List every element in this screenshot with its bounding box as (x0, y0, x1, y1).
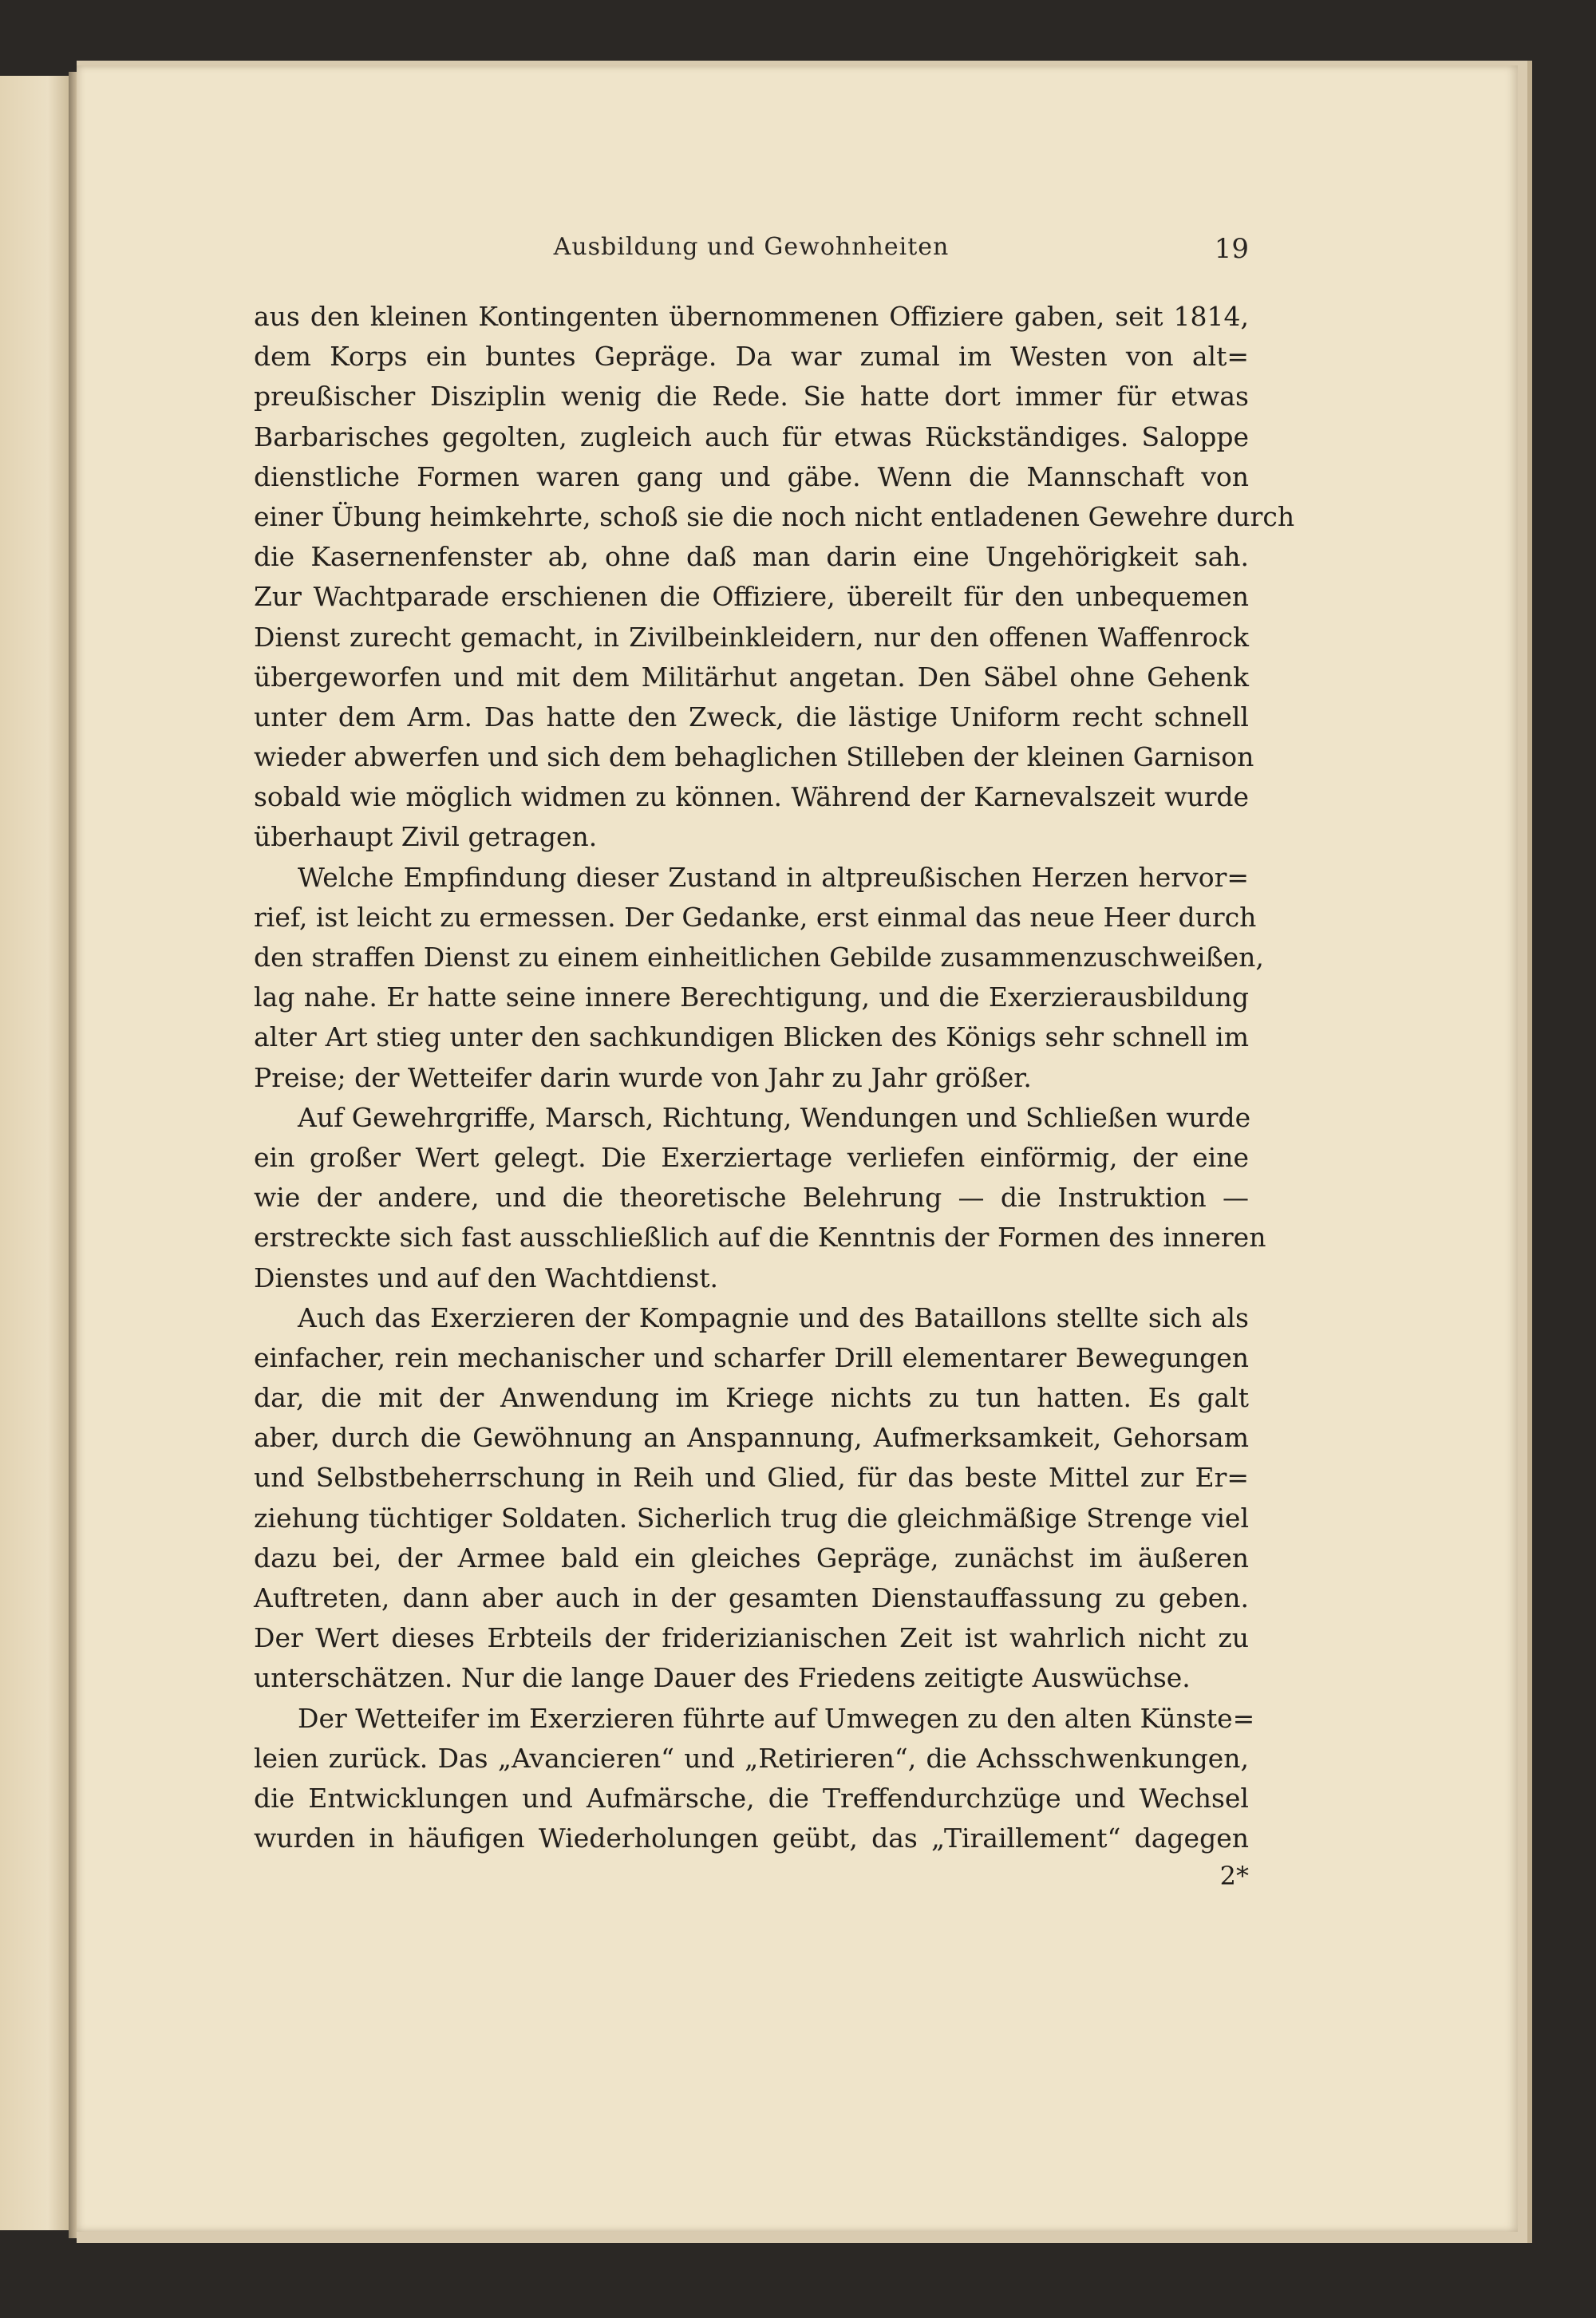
text-line: Auftreten, dann aber auch in der gesamten Dienstauffassung zu geben. (254, 1582, 1249, 1613)
text-line: Preise; der Wetteifer darin wurde von Jahr zu Jahr größer. (254, 1061, 1032, 1093)
printer-signature-mark: 2* (1219, 1861, 1249, 1891)
text-line: erstreckte sich fast ausschließlich auf die Kenntnis der Formen des inneren (254, 1222, 1266, 1254)
text-line: wurden in häufigen Wiederholungen geübt, das „Tiraillement“ dagegen (254, 1822, 1249, 1854)
text-line: unterschätzen. Nur die lange Dauer des Friedens zeitigte Auswüchse. (254, 1662, 1191, 1694)
book-gutter (69, 72, 77, 2238)
body-text (254, 297, 1295, 1858)
text-line: Zur Wachtparade erschienen die Offiziere, übereilt für den unbequemen (254, 581, 1249, 613)
text-line: Auf Gewehrgriffe, Marsch, Richtung, Wendungen und Schließen wurde (298, 1101, 1251, 1133)
text-line: ziehung tüchtiger Soldaten. Sicherlich trug die gleichmäßige Strenge viel (254, 1502, 1249, 1534)
text-line: preußischer Disziplin wenig die Rede. Sie hatte dort immer für etwas (254, 381, 1249, 413)
text-line: die Entwicklungen und Aufmärsche, die Treffendurchzüge und Wechsel (254, 1782, 1249, 1814)
text-line: Dienst zurecht gemacht, in Zivilbeinkleidern, nur den offenen Waffenrock (254, 621, 1249, 653)
text-line: dem Korps ein buntes Gepräge. Da war zumal im Westen von alt= (254, 341, 1249, 373)
text-line: übergeworfen und mit dem Militärhut angetan. Den Säbel ohne Gehenk (254, 661, 1249, 693)
text-line: Auch das Exerzieren der Kompagnie und des Bataillons stellte sich als (298, 1301, 1249, 1333)
text-line: aber, durch die Gewöhnung an Anspannung, Aufmerksamkeit, Gehorsam (254, 1422, 1249, 1454)
text-line: Welche Empfindung dieser Zustand in altpreußischen Herzen hervor= (298, 861, 1249, 893)
facing-page-edge (0, 76, 69, 2230)
text-line: überhaupt Zivil getragen. (254, 821, 598, 853)
text-line: die Kasernenfenster ab, ohne daß man darin eine Ungehörigkeit sah. (254, 541, 1249, 573)
text-line: den straffen Dienst zu einem einheitlichen Gebilde zusammenzuschweißen, (254, 942, 1264, 973)
running-head (254, 233, 1249, 273)
text-line: Der Wert dieses Erbteils der friderizianischen Zeit ist wahrlich nicht zu (254, 1622, 1249, 1654)
running-title: Ausbildung und Gewohnheiten (553, 233, 950, 261)
text-line: dienstliche Formen waren gang und gäbe. Wenn die Mannschaft von (254, 460, 1249, 492)
text-line: ein großer Wert gelegt. Die Exerziertage verliefen einförmig, der eine (254, 1141, 1249, 1173)
text-line: unter dem Arm. Das hatte den Zweck, die lästige Uniform recht schnell (254, 701, 1249, 733)
text-line: Dienstes und auf den Wachtdienst. (254, 1262, 718, 1293)
text-line: rief, ist leicht zu ermessen. Der Gedanke, erst einmal das neue Heer durch (254, 901, 1257, 933)
text-line: dar, die mit der Anwendung im Kriege nichts zu tun hatten. Es galt (254, 1382, 1249, 1414)
text-line: Der Wetteifer im Exerzieren führte auf Umwegen zu den alten Künste= (298, 1702, 1255, 1734)
text-line: alter Art stieg unter den sachkundigen Blicken des Königs sehr schnell im (254, 1021, 1249, 1053)
text-line: lag nahe. Er hatte seine innere Berechtigung, und die Exerzierausbildung (254, 981, 1249, 1013)
text-line: wie der andere, und die theoretische Belehrung — die Instruktion — (254, 1182, 1249, 1214)
text-line: Barbarisches gegolten, zugleich auch für etwas Rückständiges. Saloppe (254, 421, 1249, 452)
page-number: 19 (1214, 233, 1249, 265)
text-line: und Selbstbeherrschung in Reih und Glied, für das beste Mittel zur Er= (254, 1462, 1249, 1494)
text-line: sobald wie möglich widmen zu können. Während der Karnevalszeit wurde (254, 781, 1249, 813)
text-line: aus den kleinen Kontingenten übernommenen Offiziere gaben, seit 1814, (254, 301, 1249, 332)
text-line: einer Übung heimkehrte, schoß sie die noch nicht entladenen Gewehre durch (254, 500, 1295, 532)
text-line: dazu bei, der Armee bald ein gleiches Gepräge, zunächst im äußeren (254, 1542, 1249, 1574)
text-line: leien zurück. Das „Avancieren“ und „Retirieren“, die Achsschwenkungen, (254, 1742, 1249, 1774)
text-line: einfacher, rein mechanischer und scharfer Drill elementarer Bewegungen (254, 1341, 1249, 1373)
text-line: wieder abwerfen und sich dem behaglichen Stilleben der kleinen Garnison (254, 741, 1254, 773)
